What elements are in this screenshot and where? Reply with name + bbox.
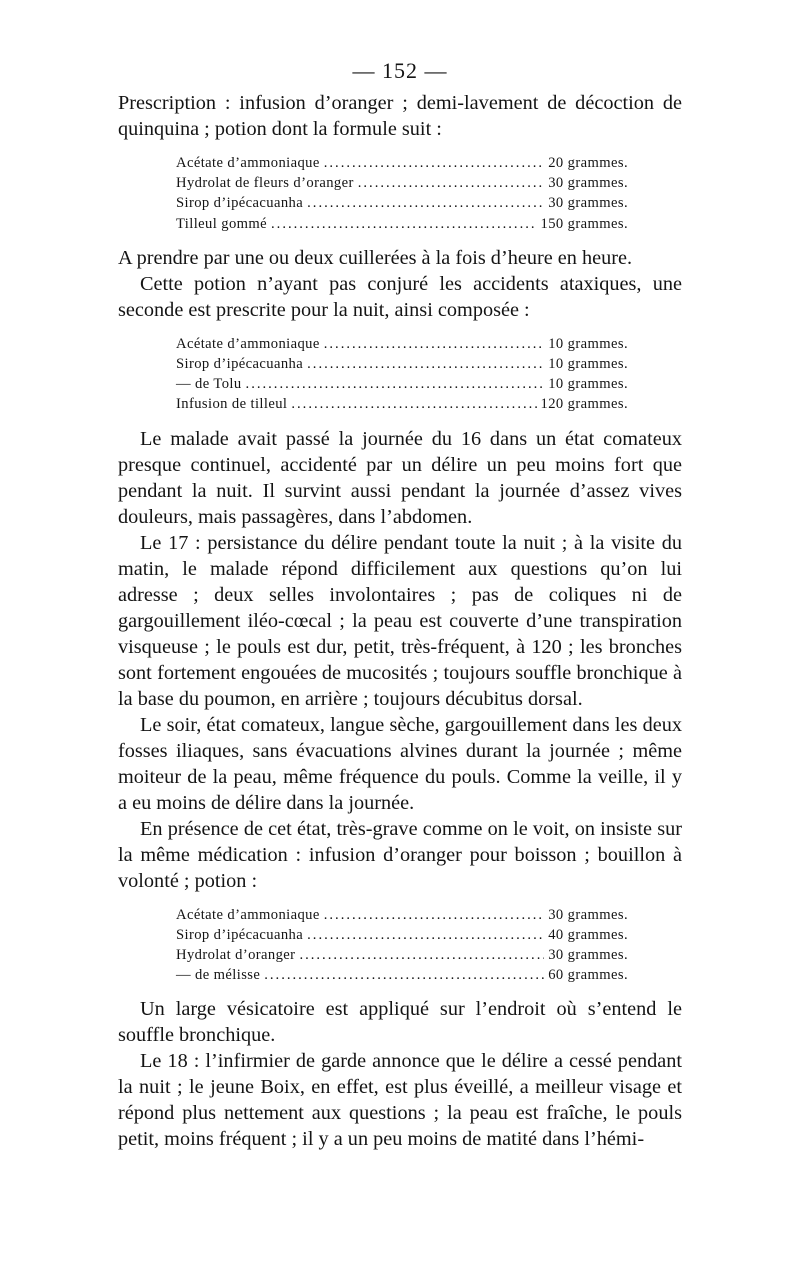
ingredient-name: Hydrolat de fleurs d’oranger [176, 175, 354, 192]
page-number: — 152 — [352, 58, 448, 83]
ingredient-quantity: 30 grammes. [548, 195, 628, 212]
ingredient-name: Infusion de tilleul [176, 396, 288, 413]
dot-leader [271, 214, 536, 234]
dot-leader [264, 965, 544, 985]
prescription-row [176, 374, 628, 394]
ingredient-quantity: 10 grammes. [548, 376, 628, 393]
ingredient-quantity: 30 grammes. [548, 947, 628, 964]
ingredient-quantity: 30 grammes. [548, 906, 628, 923]
prescription-row [176, 173, 628, 193]
paragraph: En présence de cet état, très-grave comme on le voit, on insiste sur la même médication : infusion d’oranger pour boisson ; bouillon à volonté ; potion : [118, 817, 682, 892]
paragraph: A prendre par une ou deux cuillerées à la fois d’heure en heure. [118, 246, 633, 269]
ingredient-name: Acétate d’ammoniaque [176, 335, 320, 352]
prescription-row [176, 153, 628, 173]
paragraph: Le 17 : persistance du délire pendant toute la nuit ; à la visite du matin, le malade répond difficilement aux questions qu’on lui adresse ; deux selles involontaires ; pas de coliques ni de gargouillement iléo-cœcal ; la peau est couverte d’une transpiration visqueuse ; le pouls est dur, petit, très-fréquent, à 120 ; les bronches sont fortement engouées de mucosités ; toujours souffle bronchique à la base du poumon, en arrière ; toujours décubitus dorsal. [118, 531, 682, 710]
ingredient-quantity: 40 grammes. [548, 926, 628, 943]
prescription-row [176, 214, 628, 234]
prescription-row [176, 334, 628, 354]
prescription-row [176, 354, 628, 374]
dot-leader [324, 905, 544, 925]
dot-leader [291, 394, 536, 414]
ingredient-name: — de Tolu [176, 376, 242, 393]
prescription-row [176, 945, 628, 965]
ingredient-name: Sirop d’ipécacuanha [176, 356, 304, 373]
dot-leader [358, 173, 544, 193]
ingredient-name: Sirop d’ipécacuanha [176, 195, 304, 212]
ingredient-quantity: 60 grammes. [548, 967, 628, 984]
paragraph: Le soir, état comateux, langue sèche, gargouillement dans les deux fosses iliaques, sans évacuations alvines durant la journée ; même moiteur de la peau, même fréquence du pouls. Comme la veille, il y a eu moins de délire dans la journée. [118, 713, 682, 814]
ingredient-quantity: 150 grammes. [540, 215, 628, 232]
paragraph: Cette potion n’ayant pas conjuré les accidents ataxiques, une seconde est prescrite pour la nuit, ainsi composée : [118, 272, 682, 321]
prescription-row [176, 905, 628, 925]
ingredient-name: Acétate d’ammoniaque [176, 155, 320, 171]
prescription-list-3 [176, 905, 628, 986]
ingredient-quantity: 10 grammes. [548, 356, 628, 373]
dot-leader [324, 153, 544, 173]
prescription-row [176, 394, 628, 414]
dot-leader [307, 925, 544, 945]
dot-leader [324, 334, 544, 354]
paragraph: Prescription : infusion d’oranger ; demi-lavement de décoction de quinquina ; potion dont la formule suit : [118, 92, 682, 140]
prescription-row [176, 965, 628, 985]
ingredient-quantity: 120 grammes. [540, 396, 628, 413]
ingredient-name: Acétate d’ammoniaque [176, 906, 320, 923]
dot-leader [307, 354, 544, 374]
paragraph: Le 18 : l’infirmier de garde annonce que le délire a cessé pendant la nuit ; le jeune Boix, en effet, est plus éveillé, a meilleur visage et répond plus nettement aux questions ; la peau est fraîche, le pouls petit, moins fréquent ; il y a un peu moins de matité dans l’hémi- [118, 1050, 682, 1151]
prescription-list-2 [176, 334, 628, 415]
prescription-row [176, 925, 628, 945]
dot-leader [246, 374, 545, 394]
paragraph: Un large vésicatoire est appliqué sur l’endroit où s’entend le souffle bronchique. [118, 998, 682, 1047]
prescription-list-1 [176, 153, 628, 234]
ingredient-quantity: 30 grammes. [548, 175, 628, 192]
ingredient-quantity: 20 grammes. [548, 155, 628, 171]
dot-leader [299, 945, 544, 965]
ingredient-name: Tilleul gommé [176, 215, 268, 232]
ingredient-name: — de mélisse [176, 967, 261, 984]
ingredient-name: Sirop d’ipécacuanha [176, 926, 304, 943]
ingredient-quantity: 10 grammes. [548, 335, 628, 352]
page-body [118, 90, 682, 1152]
paragraph: Le malade avait passé la journée du 16 dans un état comateux presque continuel, accidenté par un délire un peu moins fort que pendant la nuit. Il survint aussi pendant la journée d’assez vives douleurs, mais passagères, dans l’abdomen. [118, 427, 682, 528]
ingredient-name: Hydrolat d’oranger [176, 947, 296, 964]
prescription-row [176, 193, 628, 213]
dot-leader [307, 193, 544, 213]
